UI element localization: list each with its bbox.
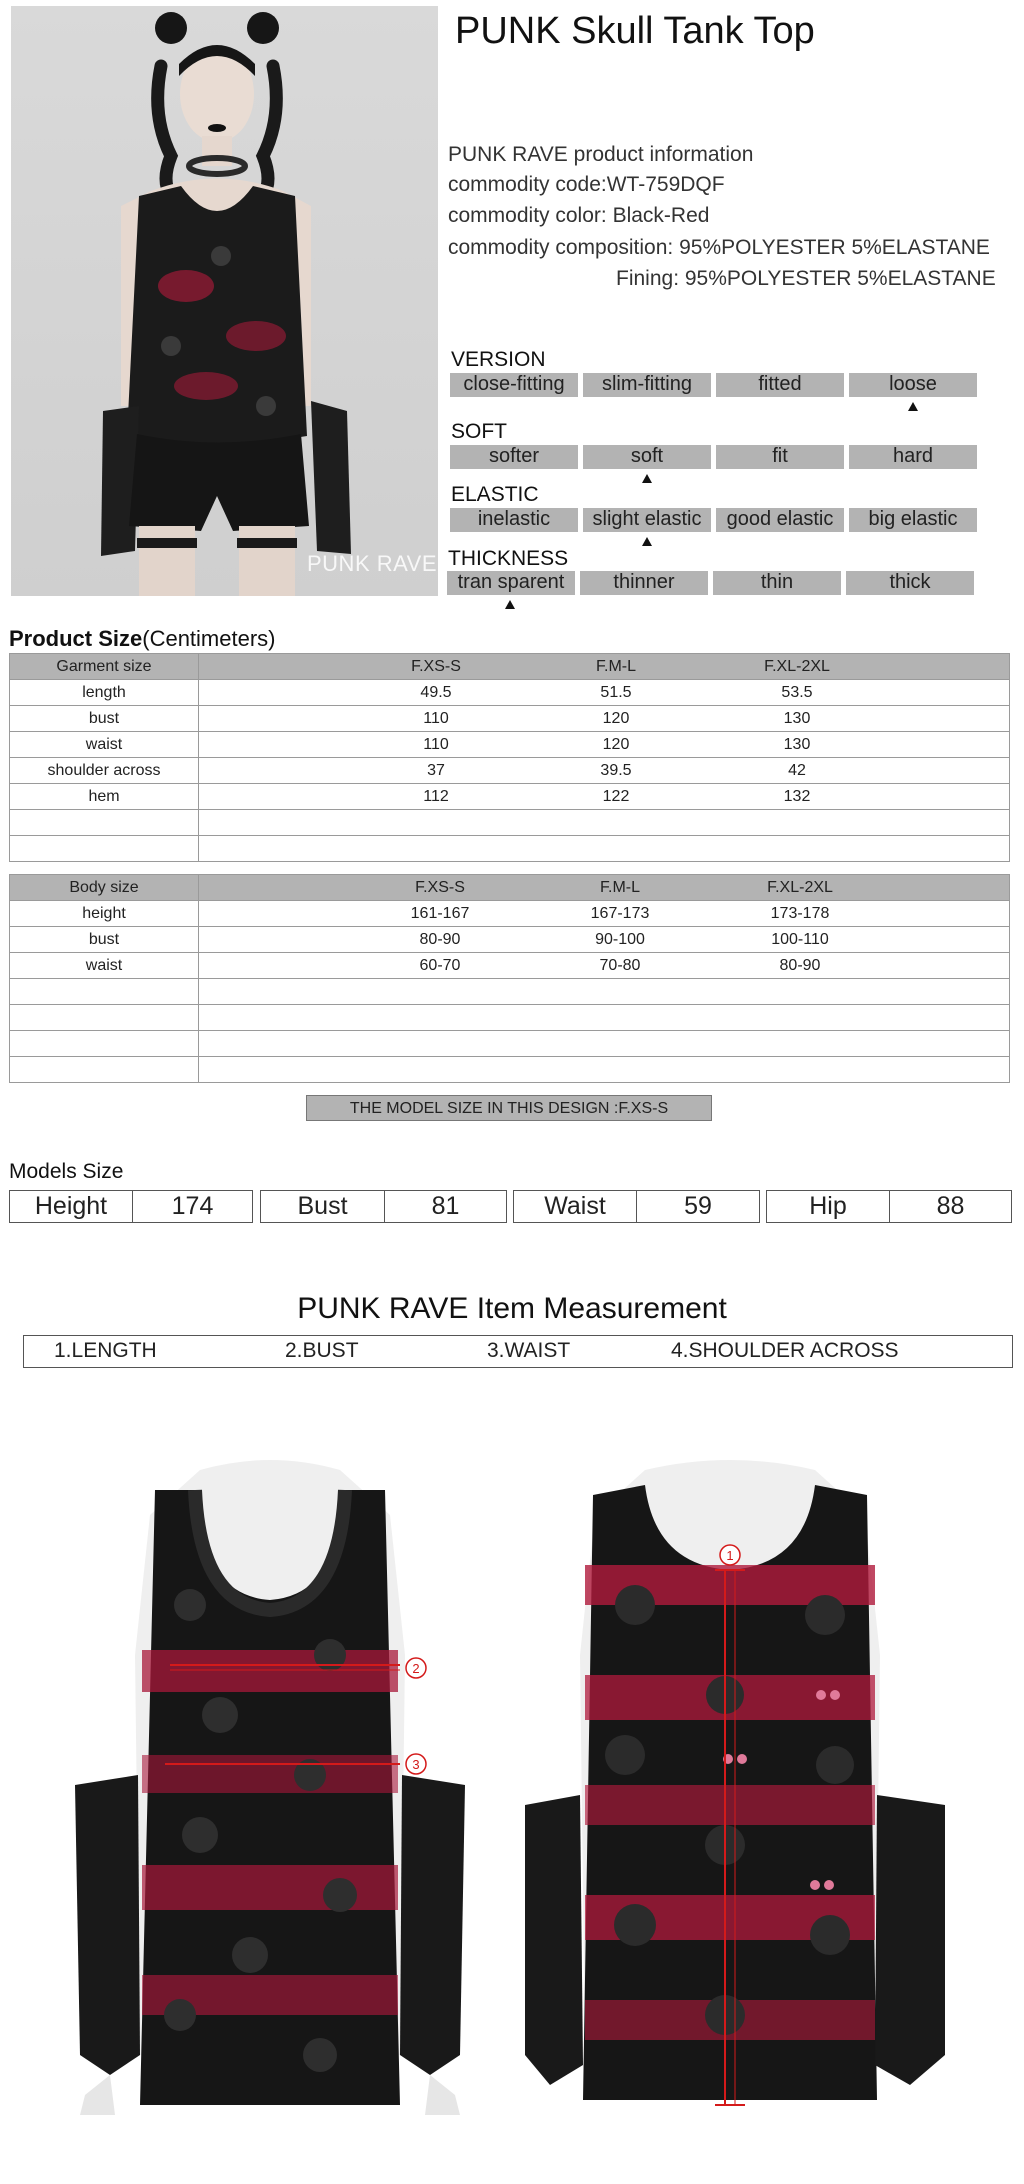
product-title: PUNK Skull Tank Top <box>455 10 815 52</box>
models-value-bust: 81 <box>384 1190 507 1223</box>
info-heading: PUNK RAVE product information <box>448 143 754 166</box>
table-cell: 90-100 <box>595 931 645 948</box>
table-row-empty <box>10 1031 1010 1057</box>
table-cell: 120 <box>602 710 630 727</box>
table-cell: 70-80 <box>599 957 641 974</box>
table-row <box>10 680 1010 706</box>
models-label-hip: Hip <box>766 1190 890 1223</box>
scale-soft-marker <box>642 474 652 483</box>
code-value: WT-759DQF <box>606 173 725 196</box>
measurement-legend <box>23 1335 1013 1368</box>
fining-value: 95%POLYESTER 5%ELASTANE <box>684 267 996 290</box>
table-cell: 130 <box>783 710 811 727</box>
garment-back-illustration <box>525 1455 945 2115</box>
table-row-values <box>199 953 1010 979</box>
models-size-title: Models Size <box>9 1160 124 1183</box>
models-value-height: 174 <box>132 1190 253 1223</box>
scale-title-version: VERSION <box>451 348 546 371</box>
table-row-empty <box>10 1057 1010 1083</box>
table-cell: 122 <box>602 788 630 805</box>
measurement-item-length: 1.LENGTH <box>54 1339 157 1362</box>
table-header-cell: F.M-L <box>600 879 640 896</box>
info-composition-row <box>448 236 990 260</box>
table-header-cell: Body size <box>10 875 199 901</box>
table-header-cell: F.M-L <box>596 658 636 675</box>
table-row-values <box>199 706 1010 732</box>
scale-soft-option: hard <box>849 445 977 469</box>
table-header-row <box>10 875 1010 901</box>
table-row-label: waist <box>10 953 199 979</box>
scale-thickness-option: thick <box>846 571 974 595</box>
scale-soft-option: softer <box>450 445 578 469</box>
scale-version-option: slim-fitting <box>583 373 711 397</box>
table-cell: 80-90 <box>779 957 821 974</box>
scale-elastic <box>450 508 980 532</box>
table-cell: 167-173 <box>590 905 650 922</box>
table-row-label: bust <box>10 927 199 953</box>
color-label: commodity color: <box>448 204 607 227</box>
model-illustration <box>11 6 438 596</box>
table-row-values <box>199 732 1010 758</box>
garment-front-illustration <box>70 1455 470 2115</box>
table-cell: 130 <box>783 736 811 753</box>
table-row-values <box>199 680 1010 706</box>
table-row-empty <box>10 810 1010 836</box>
table-cell: 100-110 <box>771 931 829 948</box>
code-label: commodity code: <box>448 173 607 196</box>
table-row <box>10 927 1010 953</box>
table-row-values <box>199 901 1010 927</box>
garment-back-image <box>525 1455 945 2115</box>
table-header-cell: F.XS-S <box>411 658 461 675</box>
table-cell: 161-167 <box>410 905 470 922</box>
scale-soft-option: soft <box>583 445 711 469</box>
table-row <box>10 732 1010 758</box>
measurement-item-waist: 3.WAIST <box>487 1339 571 1362</box>
table-row-empty <box>10 1005 1010 1031</box>
table-row-label: shoulder across <box>10 758 199 784</box>
fining-label: Fining: <box>616 267 680 290</box>
info-color-row <box>448 204 709 228</box>
garment-front-image <box>70 1455 470 2115</box>
table-cell: 120 <box>602 736 630 753</box>
models-value-waist: 59 <box>636 1190 760 1223</box>
scale-elastic-marker <box>642 537 652 546</box>
table-cell: 110 <box>423 710 449 727</box>
body-size-table <box>9 874 1010 1083</box>
table-cell: 51.5 <box>600 684 632 701</box>
product-size-table <box>9 653 1010 862</box>
table-row-empty <box>10 836 1010 862</box>
table-header-values <box>199 875 1010 901</box>
table-row <box>10 706 1010 732</box>
table-cell: 53.5 <box>781 684 813 701</box>
table-cell: 60-70 <box>419 957 461 974</box>
table-header-cell: Garment size <box>10 654 199 680</box>
table-cell: 37 <box>427 762 445 779</box>
table-cell: 80-90 <box>419 931 461 948</box>
product-size-unit: (Centimeters) <box>142 626 276 651</box>
scale-version <box>450 373 980 397</box>
measure-marker-1: 1 <box>726 1548 734 1563</box>
table-row-label: length <box>10 680 199 706</box>
table-cell: 112 <box>423 788 449 805</box>
table-header-cell: F.XS-S <box>415 879 465 896</box>
model-size-note: THE MODEL SIZE IN THIS DESIGN :F.XS-S <box>306 1095 712 1121</box>
table-row-label: waist <box>10 732 199 758</box>
models-label-bust: Bust <box>260 1190 385 1223</box>
model-photo <box>11 6 438 596</box>
scale-version-option: loose <box>849 373 977 397</box>
measurement-item-shoulder: 4.SHOULDER ACROSS <box>671 1339 899 1362</box>
measurement-title: PUNK RAVE Item Measurement <box>297 1292 727 1325</box>
table-row <box>10 901 1010 927</box>
table-row-label: bust <box>10 706 199 732</box>
product-size-title-bold: Product Size <box>9 626 143 651</box>
scale-thickness-marker <box>505 600 515 609</box>
models-label-height: Height <box>9 1190 133 1223</box>
table-row-label: hem <box>10 784 199 810</box>
scale-thickness-option: tran sparent <box>447 571 575 595</box>
product-size-title <box>9 626 276 652</box>
table-header-cell: F.XL-2XL <box>764 658 830 675</box>
scale-elastic-option: big elastic <box>849 508 977 532</box>
scale-version-option: close-fitting <box>450 373 578 397</box>
scale-thickness-option: thin <box>713 571 841 595</box>
table-row <box>10 784 1010 810</box>
table-cell: 132 <box>783 788 811 805</box>
table-row-empty <box>10 979 1010 1005</box>
scale-elastic-option: slight elastic <box>583 508 711 532</box>
scale-soft-option: fit <box>716 445 844 469</box>
scale-thickness <box>447 571 977 595</box>
table-cell: 49.5 <box>420 684 452 701</box>
info-fining-row <box>616 267 996 291</box>
measure-marker-3: 3 <box>412 1757 420 1772</box>
table-row <box>10 758 1010 784</box>
scale-soft <box>450 445 980 469</box>
table-row-label: height <box>10 901 199 927</box>
table-cell: 39.5 <box>600 762 632 779</box>
scale-title-soft: SOFT <box>451 420 507 443</box>
table-header-row <box>10 654 1010 680</box>
scale-title-elastic: ELASTIC <box>451 483 539 506</box>
table-header-cell: F.XL-2XL <box>767 879 833 896</box>
info-code-row <box>448 173 725 197</box>
models-label-waist: Waist <box>513 1190 637 1223</box>
table-row <box>10 953 1010 979</box>
table-cell: 173-178 <box>770 905 830 922</box>
models-value-hip: 88 <box>889 1190 1012 1223</box>
scale-version-marker <box>908 402 918 411</box>
photo-watermark: PUNK RAVE <box>307 551 438 576</box>
scale-title-thickness: THICKNESS <box>448 547 569 570</box>
table-row-values <box>199 927 1010 953</box>
color-value: Black-Red <box>612 204 710 227</box>
scale-version-option: fitted <box>716 373 844 397</box>
measure-marker-2: 2 <box>412 1661 420 1676</box>
scale-elastic-option: inelastic <box>450 508 578 532</box>
scale-thickness-option: thinner <box>580 571 708 595</box>
table-row-values <box>199 758 1010 784</box>
table-header-values <box>199 654 1010 680</box>
table-row-values <box>199 784 1010 810</box>
scale-elastic-option: good elastic <box>716 508 844 532</box>
composition-value: 95%POLYESTER 5%ELASTANE <box>679 236 990 259</box>
table-cell: 42 <box>788 762 806 779</box>
table-cell: 110 <box>423 736 449 753</box>
measurement-item-bust: 2.BUST <box>285 1339 359 1362</box>
composition-label: commodity composition: <box>448 236 674 259</box>
